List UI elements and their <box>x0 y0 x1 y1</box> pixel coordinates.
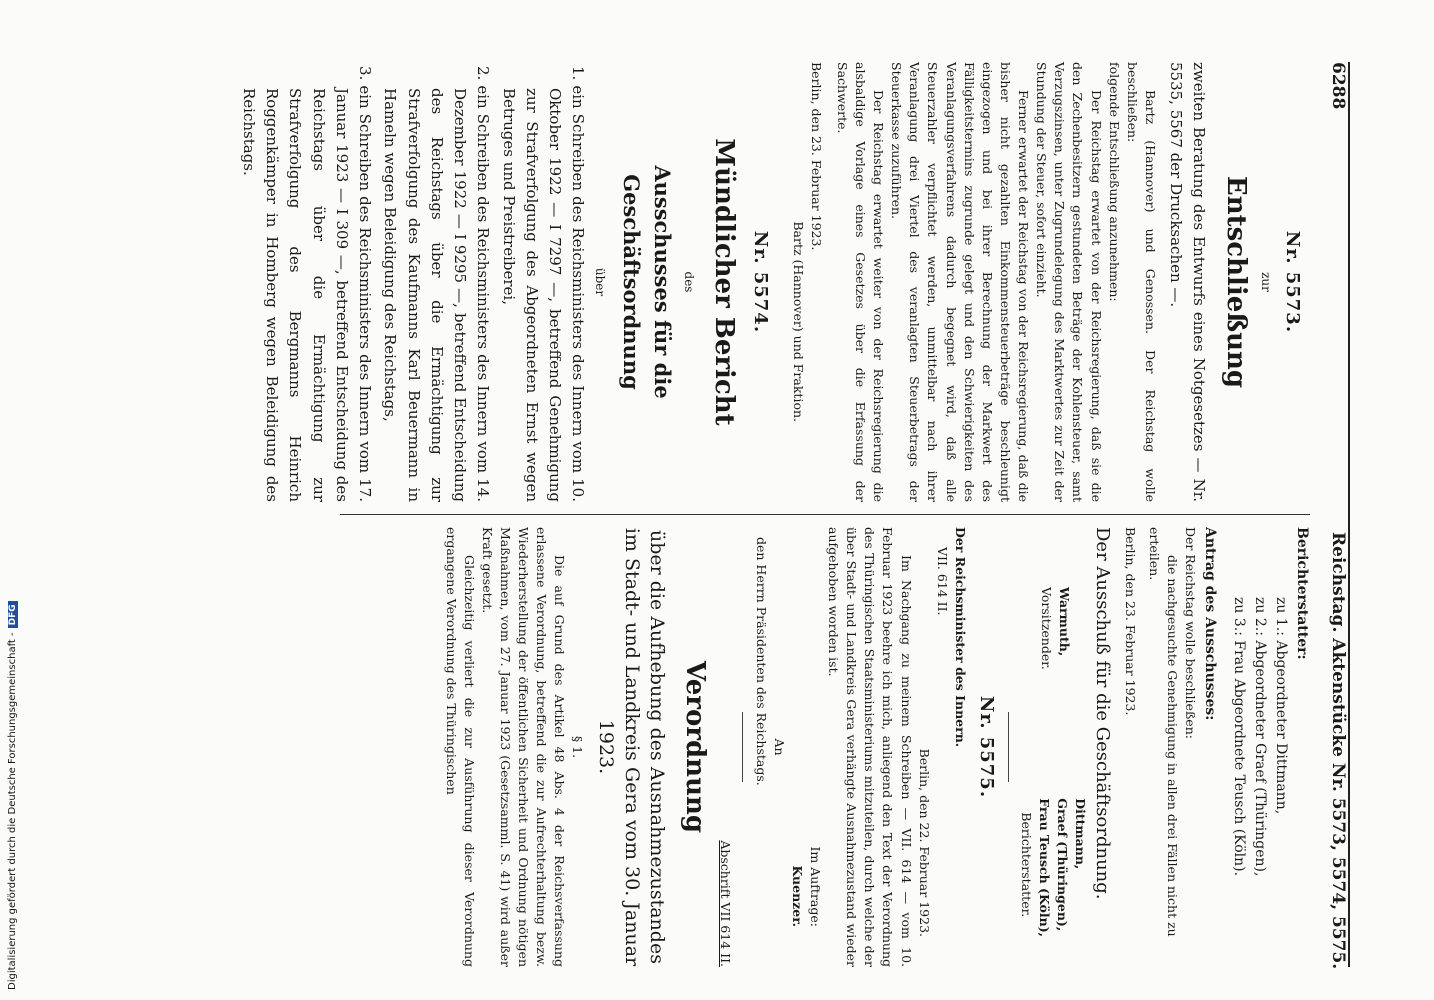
doc-5573-p2: Ferner erwartet der Reichstag von der Reichsregierung, daß die bisher nicht gezahlten Einkommensteuerbeträge beschleunigt eingezogen und bei ihrer Berechnung der Markwert des Fälligkeitstermins zugrunde gelegt und den Schwierigkeiten des Veranlagungsverfahrens dadurch begegnet wird, daß alle Steuerzahler verpflichtet werden, unmittelbar nach ihrer Veranlagung drei Viertel des veranlagten Steuerbetrags der Steuerkasse zuzuführen. <box>889 62 1032 502</box>
verordnung-p2: Gleichzeitig verliert die zur Ausführung dieser Verordnung ergangene Verordnung des Thüringischen <box>443 527 477 967</box>
sig-reporter: Frau Teusch (Köln), <box>1037 798 1053 937</box>
doc-5573-zur: zur <box>1259 272 1273 292</box>
berichterstatter-label: Berichterstatter: <box>1294 527 1310 660</box>
footer-text: Digitalisierung gefördert durch die Deutsche Forschungsgemeinschaft - <box>7 632 18 990</box>
doc-5574-item: 2. ein Schreiben des Reichsministers des Innern vom 14. Dezember 1922 — I 9295 —, betreffend Entscheidung des Reichstags über die Ermächtigung zur Strafverfolgung des Kaufmanns Karl Beuermann in Hameln wegen Beleidigung des Reichstags, <box>381 66 493 502</box>
sig-reporter: Dittmann, <box>1073 798 1089 870</box>
doc-5575-body: Im Nachgang zu meinem Schreiben — VII. 614 — vom 10. Februar 1923 beehre ich mich, anliegend den Text der Verordnung des Thüringischen Staatsministeriums mitzuteilen, durch welche der über Stadt- und Landkreis Gera verhängte Ausnahmezustand wieder aufgehoben worden ist. <box>826 527 914 967</box>
doc-5574-heading: Mündlicher Bericht <box>709 138 740 426</box>
page-number: 6288 <box>1328 62 1348 110</box>
berichterstatter-list <box>1228 527 1291 967</box>
doc-5575-sender: Der Reichsminister des Innern. <box>953 527 968 748</box>
doc-5574-item: 1. ein Schreiben des Reichsministers des Innern vom 10. Oktober 1922 — I 7297 —, betreffend Genehmigung zur Strafverfolgung des Abgeordneten Ernst wegen Betruges und Preistreiberei, <box>499 66 588 502</box>
berichterstatter-entry: zu 1.: Abgeordneter Dittmann, <box>1273 597 1289 815</box>
doc-5574-committee-line: Der Ausschuß für die Geschäftsordnung. <box>1092 527 1114 900</box>
doc-5575-signatory: Kuenzer. <box>789 865 805 927</box>
doc-5574-number: Nr. 5574. <box>750 230 772 334</box>
doc-5575-im-auftrage: Im Auftrage: <box>808 846 823 927</box>
doc-5573-date: Berlin, den 23. Februar 1923. <box>808 62 824 251</box>
section-separator <box>1008 712 1009 782</box>
doc-5574-signatures <box>1017 527 1090 967</box>
doc-5573-subtitle: zweiten Beratung des Entwurfs eines Notgesetzes — Nr. 5535, 5567 der Drucksachen —. <box>1167 62 1208 502</box>
doc-5575-an: An <box>771 738 787 756</box>
doc-5574-ueber: über <box>593 267 608 297</box>
verordnung-p1: Die auf Grund des Artikel 48 Abs. 4 der Reichsverfassung erlassene Verordnung, betreffend die zur Aufrechterhaltung bezw. Wiederherstellung der öffentlichen Sicherheit und Ordnung nötigen Maßnahmen, vom 27. Januar 1923 (Gesetzsamml. S. 41) wird außer Kraft gesetzt. <box>479 527 568 967</box>
doc-5573-signature: Bartz (Hannover) und Fraktion. <box>790 221 806 422</box>
doc-5573-resolution: folgende Entschließung anzunehmen: <box>1106 62 1122 302</box>
doc-5574-des: des <box>682 271 697 293</box>
verordnung-subtitle: über die Aufhebung des Ausnahmezustandes im Stadt- und Landkreis Gera vom 30. Januar 1923. <box>595 527 669 967</box>
antrag-line-1: Der Reichstag wolle beschließen: <box>1183 527 1198 739</box>
berichterstatter-entry: zu 2.: Abgeordneter Graef (Thüringen), <box>1252 597 1268 877</box>
doc-5575-recipient: den Herrn Präsidenten des Reichstags. <box>753 537 769 786</box>
verordnung-title: Verordnung <box>680 660 711 834</box>
doc-5573-number: Nr. 5573. <box>1282 230 1303 334</box>
doc-5574-committee: Ausschusses für die Geschäftsordnung <box>619 165 676 399</box>
paragraph-sign: § 1. <box>570 735 586 759</box>
doc-5573-heading: Entschließung <box>1221 175 1251 389</box>
berichterstatter-entry: zu 3.: Frau Abgeordnete Teusch (Köln). <box>1231 597 1247 877</box>
dfg-logo: DFG <box>8 601 18 628</box>
doc-5573-p1: Der Reichstag erwartet von der Reichsregierung, daß sie die den Zechenbesitzern gestundeten Beträge der Kohlensteuer, samt Verzugszinsen, unter Zugrundelegung des Marktwertes zur Zeit der Stundung der Steuer, sofort einzieht. <box>1034 62 1104 502</box>
left-column <box>235 62 1312 502</box>
document-page <box>112 62 1362 970</box>
sig-reporter: Graef (Thüringen), <box>1055 798 1071 932</box>
doc-5574-date: Berlin, den 23. Februar 1923. <box>1122 527 1138 716</box>
header-rule <box>1348 62 1350 967</box>
sig-chair-role: Vorsitzender. <box>1039 587 1055 670</box>
antrag-line-2: die nachgesuchte Genehmigung in allen drei Fällen nicht zu erteilen. <box>1146 527 1180 937</box>
doc-5575-ref: VII. 614 II. <box>934 547 950 616</box>
doc-5573-intro: Bartz (Hannover) und Genossen. Der Reichstag wolle beschließen: <box>1124 62 1158 502</box>
running-header: Reichstag. Aktenstücke Nr. 5573, 5574, 5575. <box>1328 532 1348 970</box>
doc-5575-abschrift: Abschrift VII 614 II. <box>718 840 734 967</box>
antrag-label: Antrag des Ausschusses: <box>1202 527 1218 721</box>
doc-5573-p3: Der Reichstag erwartet weiter von der Reichsregierung die alsbaldige Vorlage eines Gesetzes über die Erfassung der Sachwerte. <box>834 62 887 502</box>
sig-reporter-role: Berichterstatter. <box>1019 812 1035 918</box>
column-divider <box>340 514 1310 515</box>
doc-5574-item: 3. ein Schreiben des Reichsministers des Innern vom 17. Januar 1923 — I 309 —, betreffend Entscheidung des Reichstags über die Ermächtigung zur Strafverfolgung des Bergmanns Heinrich Roggenkämper in Homberg wegen Beleidigung des Reichstags. <box>240 66 375 502</box>
digitization-footer <box>7 601 18 990</box>
section-separator <box>743 712 744 782</box>
doc-5575-number: Nr. 5575. <box>976 695 997 799</box>
sig-chair-name: Warmuth, <box>1057 587 1073 657</box>
doc-5575-date: Berlin, den 22. Februar 1923. <box>916 748 932 937</box>
right-column <box>441 527 1312 967</box>
